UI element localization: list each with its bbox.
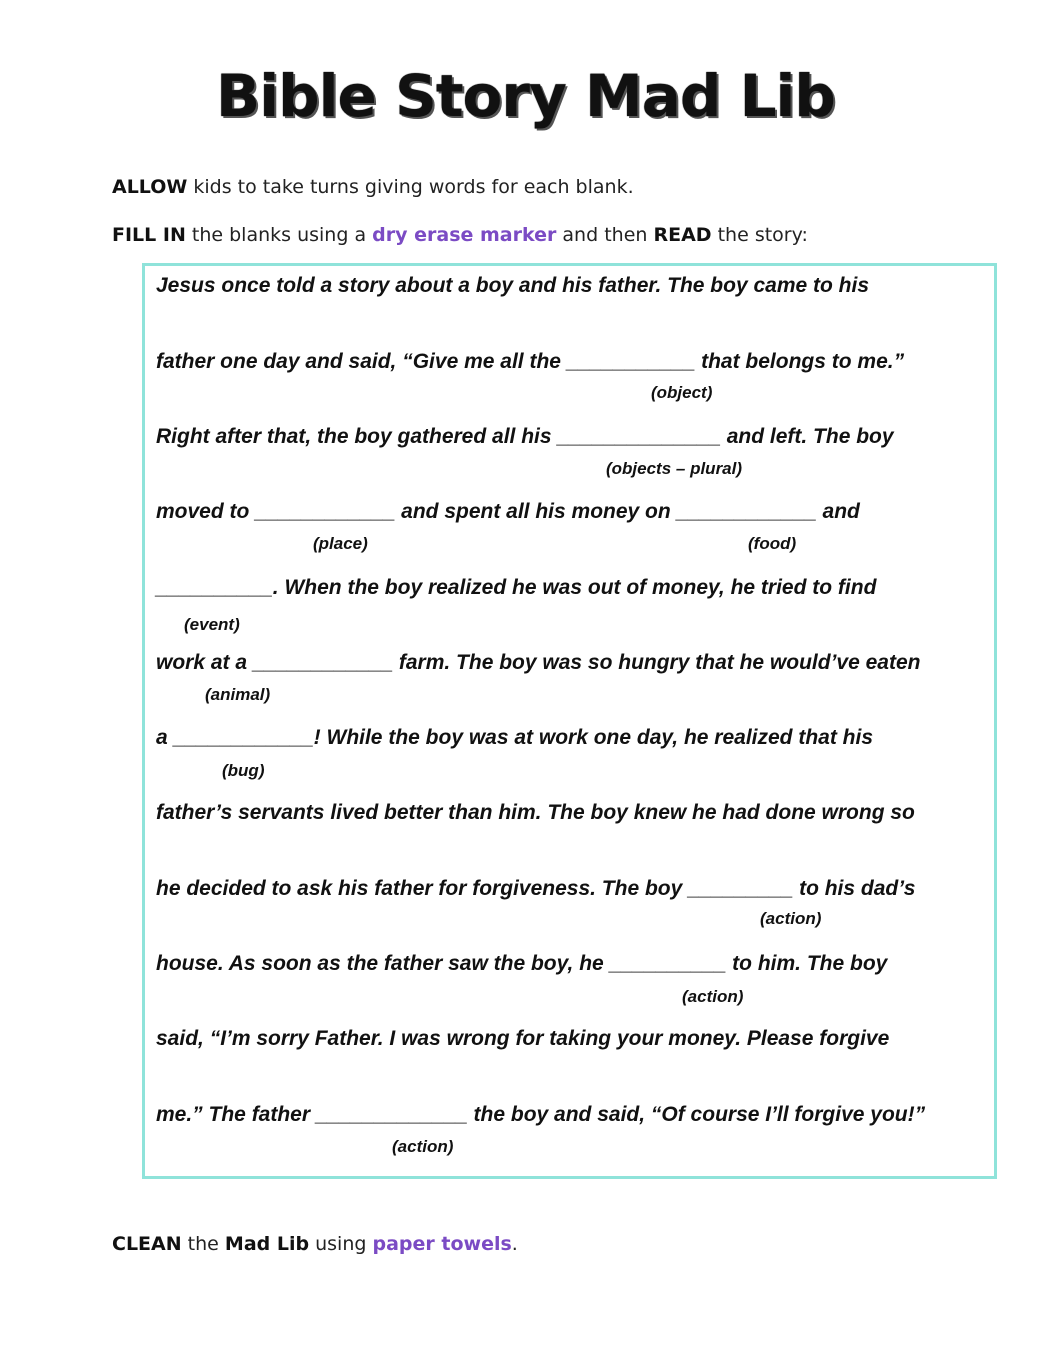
madlib-label: Mad Lib [224,1233,310,1255]
clean-end-text: . [511,1233,518,1255]
fill-label: FILL IN [112,224,186,246]
blank-hint: (bug) [222,761,265,780]
story-line: Jesus once told a story about a boy and his father. The boy came to his [156,274,869,297]
blank-hint: (action) [682,987,744,1006]
story-line: a ____________! While the boy was at work one day, he realized that his [156,726,874,749]
story-line: __________. When the boy realized he was out of money, he tried to find [156,576,877,599]
blank-hint: (action) [760,909,822,928]
fill-and-text: and then [556,224,654,246]
story-line: me.” The father _____________ the boy and said, “Of course I’ll forgive you!” [156,1103,926,1126]
page-title: Bible Story Mad Lib [216,62,835,130]
blank-hint: (animal) [205,685,271,704]
marker-highlight: dry erase marker [372,224,557,246]
fill-text: the blanks using a [185,224,373,246]
blank-hint: (event) [184,615,240,634]
story-line: Right after that, the boy gathered all his ______________ and left. The boy [156,425,894,448]
fill-instruction [112,224,808,246]
story-line: he decided to ask his father for forgiveness. The boy _________ to his dad’s [156,877,916,900]
story-line: work at a ____________ farm. The boy was so hungry that he would’ve eaten [156,651,921,674]
blank-hint: (action) [392,1137,454,1156]
allow-instruction [112,176,634,198]
read-label: READ [653,224,712,246]
blank-hint: (objects – plural) [606,459,743,478]
blank-hint: (object) [651,383,713,402]
allow-label: ALLOW [112,176,188,198]
allow-text: kids to take turns giving words for each blank. [187,176,634,198]
fill-end-text: the story: [711,224,808,246]
story-line: house. As soon as the father saw the boy, he __________ to him. The boy [156,952,888,975]
clean-instruction [112,1233,518,1255]
story-line: moved to ____________ and spent all his money on ____________ and [156,500,860,523]
blank-hint: (place) [313,534,368,553]
story-line: father’s servants lived better than him. The boy knew he had done wrong so [156,801,915,824]
clean-the-text: the [181,1233,225,1255]
clean-using-text: using [309,1233,373,1255]
blank-hint: (food) [748,534,797,553]
story-line: said, “I’m sorry Father. I was wrong for taking your money. Please forgive [156,1027,890,1050]
story-line: father one day and said, “Give me all the ___________ that belongs to me.” [156,350,905,373]
towels-highlight: paper towels [372,1233,512,1255]
clean-label: CLEAN [112,1233,182,1255]
